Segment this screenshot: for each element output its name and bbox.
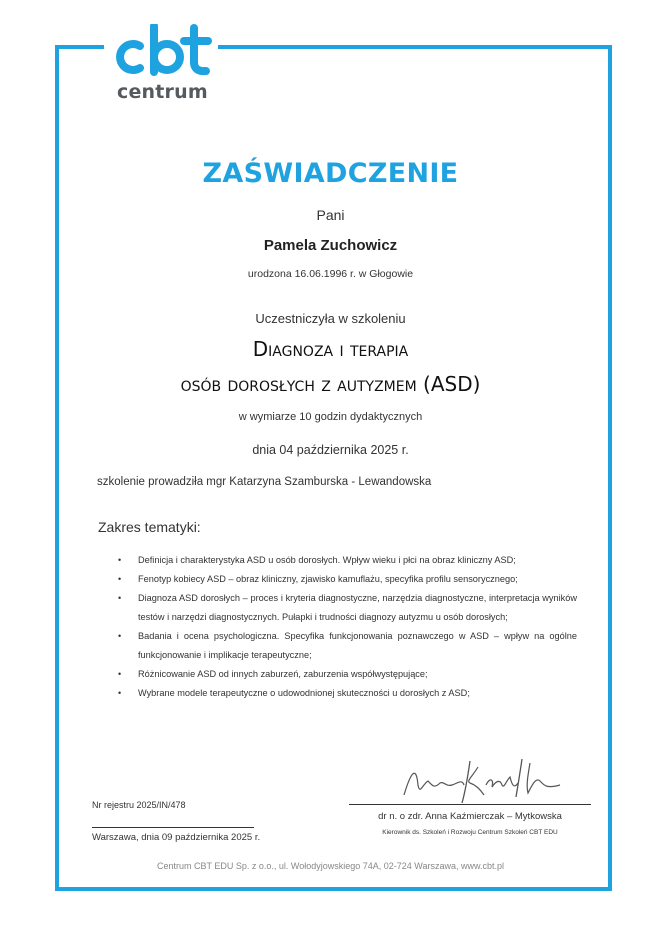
bullet-icon: • xyxy=(118,631,122,641)
salutation: Pani xyxy=(316,207,345,223)
course-date: dnia 04 października 2025 r. xyxy=(252,443,409,457)
instructor-text: szkolenie prowadziła mgr Katarzyna Szamburska - Lewandowska xyxy=(97,476,432,488)
topic-item: • Wybrane modele terapeutyczne o udowodnionej skuteczności u dorosłych z ASD; xyxy=(118,684,577,703)
topic-item: • Diagnoza ASD dorosłych – proces i kryteria diagnostyczne, narzędzia diagnostyczne, interpretacja wyników testów i narzędzi diagnostycznych. Pułapki i trudności diagnozy autyzmu u osób dorosłych; xyxy=(118,589,577,627)
bullet-icon: • xyxy=(118,574,122,584)
scope-title: Zakres tematyki: xyxy=(98,519,201,535)
topic-item: • Różnicowanie ASD od innych zaburzeń, zaburzenia współwystępujące; xyxy=(118,665,577,684)
bullet-icon: • xyxy=(118,688,122,698)
bullet-icon: • xyxy=(118,593,122,603)
registry-number: Nr rejestru 2025/IN/478 xyxy=(92,800,186,810)
footer-address: Centrum CBT EDU Sp. z o.o., ul. Wołodyjowskiego 74A, 02-724 Warszawa, www.cbt.pl xyxy=(157,861,504,871)
course-title-line2: osób dorosłych z autyzmem (ASD) xyxy=(180,372,481,396)
logo xyxy=(104,20,218,108)
signer-name: dr n. o zdr. Anna Kaźmierczak – Mytkowska xyxy=(378,811,562,822)
left-signature-line xyxy=(92,827,254,828)
topic-item: • Badania i ocena psychologiczna. Specyfika funkcjonowania poznawczego w ASD – wpływ na ogólne funkcjonowanie i implikacje terapeutyczne; xyxy=(118,627,577,665)
recipient-name: Pamela Zuchowicz xyxy=(263,237,398,254)
cbt-logo-mark xyxy=(110,24,214,82)
birth-info: urodzona 16.06.1996 r. w Głogowie xyxy=(247,268,414,280)
topic-item: • Definicja i charakterystyka ASD u osób dorosłych. Wpływ wieku i płci na obraz kliniczny ASD; xyxy=(118,551,577,570)
topics-list xyxy=(118,551,577,703)
logo-subtitle: centrum xyxy=(117,81,208,103)
course-title-line1: Diagnoza i terapia xyxy=(252,337,409,361)
bullet-icon: • xyxy=(118,669,122,679)
place-and-date: Warszawa, dnia 09 października 2025 r. xyxy=(92,832,261,843)
certificate-title: ZAŚWIADCZENIE xyxy=(202,158,459,189)
course-hours: w wymiarze 10 godzin dydaktycznych xyxy=(238,411,423,423)
participation-text: Uczestniczyła w szkoleniu xyxy=(255,311,406,326)
handwritten-signature xyxy=(400,755,570,807)
right-signature-line xyxy=(349,804,591,805)
signer-role: Kierownik ds. Szkoleń i Rozwoju Centrum Szkoleń CBT EDU xyxy=(382,829,558,836)
topic-item: • Fenotyp kobiecy ASD – obraz kliniczny, zjawisko kamuflażu, specyfika profilu sensorycznego; xyxy=(118,570,577,589)
bullet-icon: • xyxy=(118,555,122,565)
